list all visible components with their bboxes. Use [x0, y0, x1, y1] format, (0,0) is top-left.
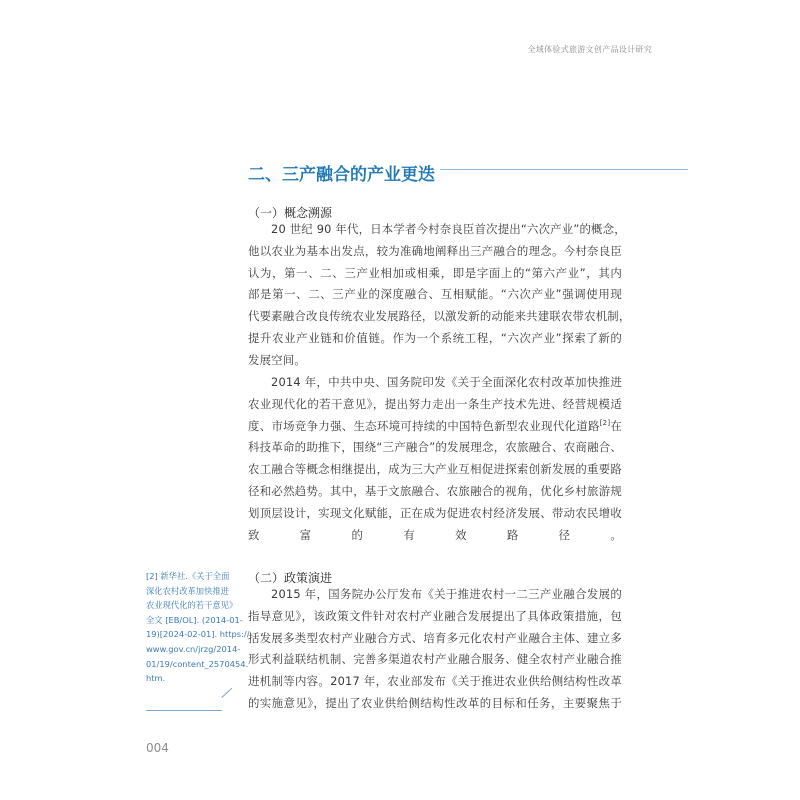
footnote-line: htm. [146, 673, 166, 684]
text-line: 的实施意见》，提出了农业供给侧结构性改革的目标和任务，主要聚焦于 [248, 695, 622, 710]
text-line: 指导意见》，该政策文件针对农村产业融合发展提出了具体政策措施，包 [248, 608, 622, 623]
footnote-line: 农业现代化的若干意见》 [146, 600, 238, 611]
text-line: 农业现代化的若干意见》，提出努力走出一条生产技术先进、经营规模适 [248, 396, 622, 411]
text-line: 科技革命的助推下，围绕“三产融合”的发展理念，农旅融合、农商融合、 [248, 440, 622, 455]
text-line: 农工融合等概念相继提出，成为三大产业互相促进探索创新发展的重要路 [248, 462, 622, 477]
text-line: 2015 年，国务院办公厅发布《关于推进农村一二三产业融合发展的 [271, 587, 622, 601]
text-line [248, 546, 622, 568]
text-line: 认为，第一、二、三产业相加或相乘，即是字面上的“第六产业”，其内 [248, 265, 622, 280]
text-line: 划顶层设计，实现文化赋能，正在成为促进农村经济发展、带动农民增收 [248, 505, 622, 520]
footnote-line: 深化农村改革加快推进 [146, 585, 229, 596]
subsection-heading-concept: （一）概念溯源 [248, 206, 333, 220]
text-line: 20 世纪 90 年代，日本学者今村奈良臣首次提出“六次产业”的概念， [271, 222, 626, 236]
text-line: 部是第一、二、三产业的深度融合、互相赋能。“六次产业”强调使用现 [248, 287, 622, 302]
text-line: 提升农业产业链和价值链。作为一个系统工程，“六次产业”探索了新的 [248, 330, 622, 345]
footnote-rule-tail [221, 688, 232, 698]
footnote-reference[interactable]: [2] [599, 418, 611, 427]
text-line: 2014 年，中共中央、国务院印发《关于全面深化农村改革加快推进 [271, 375, 622, 389]
text-line: 径和必然趋势。其中，基于文旅融合、农旅融合的视角，优化乡村旅游规 [248, 483, 622, 498]
text-line: 进机制等内容。2017 年，农业部发布《关于推进农业供给侧结构性改革 [248, 674, 622, 689]
footnote-line: 全文 [EB/OL]. (2014-01- [146, 614, 243, 625]
page-number: 004 [146, 741, 169, 755]
paragraph-concept-origin [248, 219, 631, 372]
section-title-rule [440, 169, 688, 170]
footnote-line: 19)[2024-02-01]. https:// [146, 629, 250, 640]
footnote-line: www.gov.cn/jrzg/2014- [146, 643, 241, 654]
footnote [146, 569, 250, 686]
paragraph-2014-policy [248, 372, 622, 568]
text-line: 括发展多类型农村产业融合方式、培育多元化农村产业融合主体、建立多 [248, 630, 622, 645]
text-line: 代要素融合改良传统农业发展路径，以激发新的动能来共建联农带农机制， [248, 309, 631, 324]
section-title: 二、三产融合的产业更迭 [248, 165, 435, 185]
text-line: 发展空间。 [248, 352, 306, 367]
running-header: 全域体验式旅游文创产品设计研究 [527, 45, 652, 54]
text-run: 在 [610, 418, 622, 433]
paragraph-2015-policy [248, 584, 622, 715]
text-line: 形式利益联结机制、完善多渠道农村产业融合服务、健全农村产业融合推 [248, 652, 622, 667]
footnote-line: 01/19/content_2570454. [146, 658, 249, 669]
text-line: 致富的有效路径。 [248, 527, 622, 542]
text-line: 他以农业为基本出发点，较为准确地阐释出三产融合的理念。今村奈良臣 [248, 243, 622, 258]
text-line [248, 416, 622, 438]
subsection-heading-policy: （二）政策演进 [248, 571, 333, 585]
footnote-line: [2] 新华社.《关于全面 [146, 571, 230, 581]
text-run: 度、市场竞争力强、生态环境可持续的中国特色新型农业现代化道路 [248, 418, 600, 433]
footnote-rule [146, 710, 222, 711]
